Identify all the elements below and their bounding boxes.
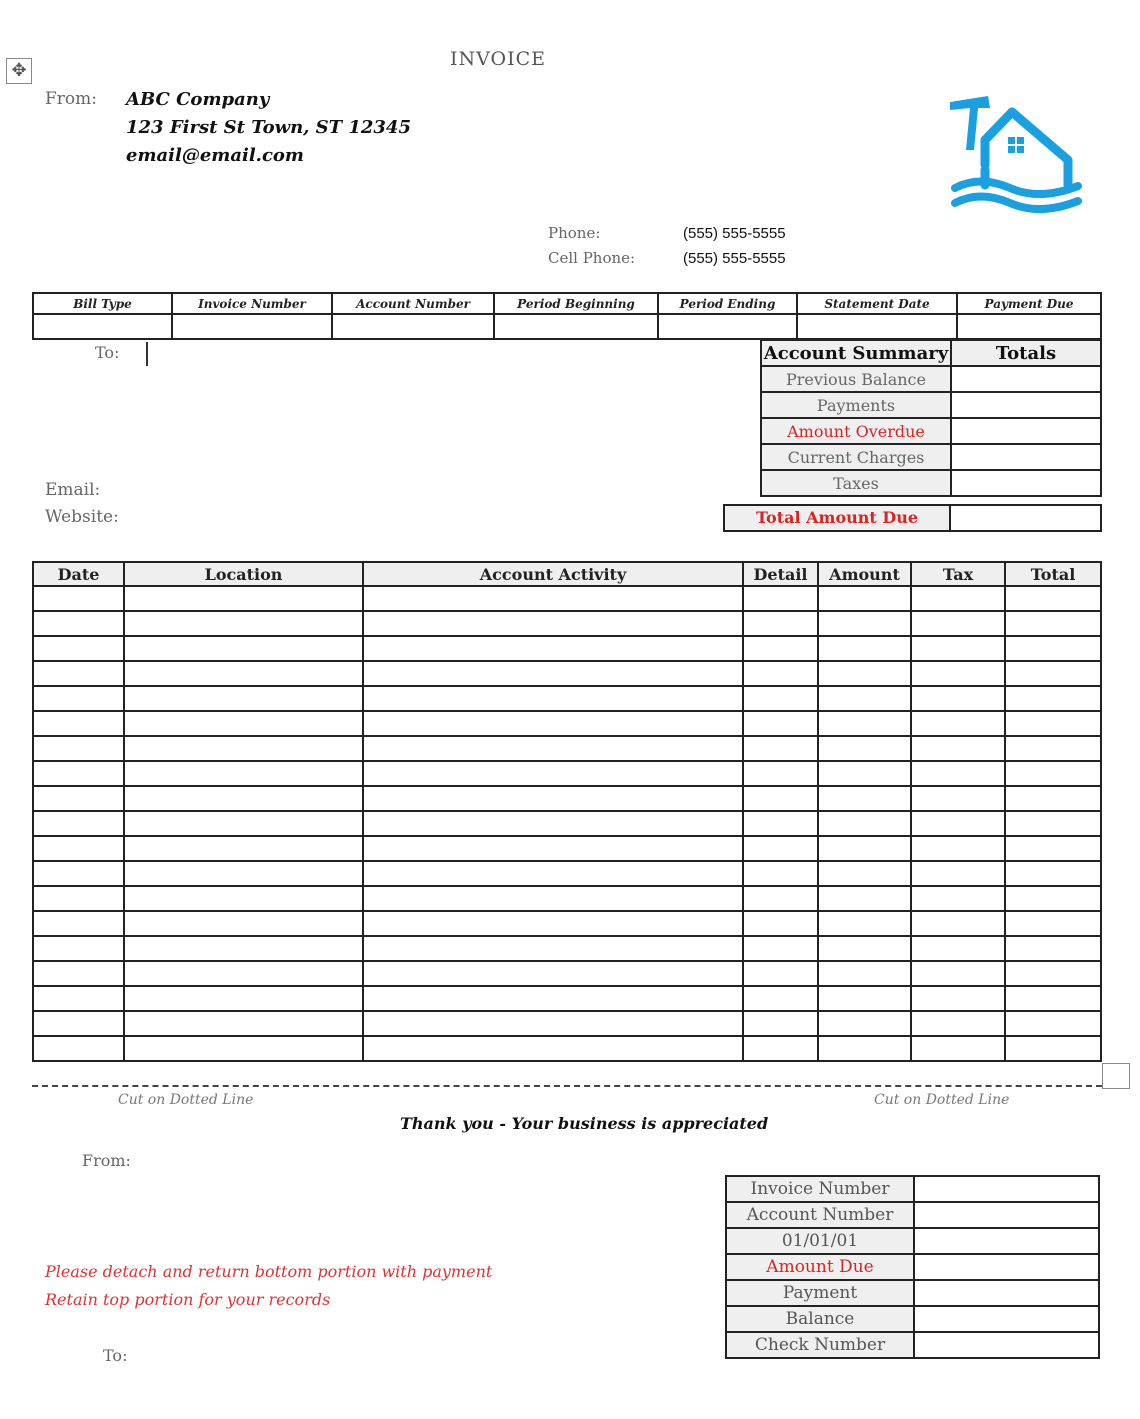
activity-cell[interactable] [124, 986, 363, 1011]
remit-check-number-label: Check Number [726, 1332, 914, 1358]
activity-cell[interactable] [363, 811, 743, 836]
email-label: Email: [45, 480, 101, 500]
from-label: From: [45, 89, 98, 109]
activity-cell[interactable] [743, 761, 818, 786]
remit-row [726, 1176, 1099, 1202]
activity-cell[interactable] [124, 661, 363, 686]
activity-cell[interactable] [363, 911, 743, 936]
activity-cell[interactable] [124, 761, 363, 786]
activity-cell[interactable] [124, 886, 363, 911]
retain-note: Retain top portion for your records [45, 1290, 331, 1309]
activity-cell[interactable] [818, 711, 911, 736]
table-row [33, 586, 1101, 611]
activity-cell[interactable] [363, 611, 743, 636]
activity-cell[interactable] [818, 661, 911, 686]
activity-cell[interactable] [124, 711, 363, 736]
page-title: INVOICE [450, 48, 547, 70]
previous-balance-value[interactable] [951, 366, 1101, 392]
activity-cell[interactable] [33, 711, 124, 736]
taxes-label: Taxes [761, 470, 951, 496]
taxes-value[interactable] [951, 470, 1101, 496]
period-ending-header: Period Ending [658, 293, 797, 314]
activity-cell[interactable] [911, 586, 1005, 611]
activity-cell[interactable] [1005, 611, 1101, 636]
summary-row [761, 392, 1101, 418]
activity-cell[interactable] [33, 836, 124, 861]
account-summary-table [760, 339, 1102, 497]
activity-cell[interactable] [363, 786, 743, 811]
table-row [33, 661, 1101, 686]
remit-row [726, 1332, 1099, 1358]
activity-cell[interactable] [743, 886, 818, 911]
activity-cell[interactable] [911, 686, 1005, 711]
table-row [33, 761, 1101, 786]
activity-cell[interactable] [1005, 986, 1101, 1011]
activity-cell[interactable] [33, 1036, 124, 1061]
activity-cell[interactable] [911, 611, 1005, 636]
previous-balance-label: Previous Balance [761, 366, 951, 392]
activity-cell[interactable] [911, 911, 1005, 936]
table-row [33, 961, 1101, 986]
activity-cell[interactable] [124, 611, 363, 636]
table-row [33, 986, 1101, 1011]
table-row [33, 911, 1101, 936]
payments-value[interactable] [951, 392, 1101, 418]
activity-cell[interactable] [124, 736, 363, 761]
summary-row [761, 418, 1101, 444]
activity-cell[interactable] [818, 1036, 911, 1061]
activity-cell[interactable] [363, 861, 743, 886]
remit-balance-label: Balance [726, 1306, 914, 1332]
thank-you-message: Thank you - Your business is appreciated [400, 1114, 769, 1133]
payment-due-cell[interactable] [957, 314, 1101, 339]
activity-cell[interactable] [911, 1011, 1005, 1036]
activity-cell[interactable] [33, 661, 124, 686]
account-number-header: Account Number [332, 293, 494, 314]
activity-cell[interactable] [818, 611, 911, 636]
activity-cell[interactable] [743, 811, 818, 836]
remit-date-value[interactable] [914, 1228, 1099, 1254]
activity-cell[interactable] [1005, 886, 1101, 911]
activity-cell[interactable] [911, 811, 1005, 836]
activity-cell[interactable] [124, 936, 363, 961]
activity-cell[interactable] [818, 761, 911, 786]
activity-cell[interactable] [33, 586, 124, 611]
remit-to-label: To: [103, 1346, 128, 1365]
activity-cell[interactable] [743, 911, 818, 936]
remit-row [726, 1202, 1099, 1228]
remit-amount-due-label: Amount Due [726, 1254, 914, 1280]
activity-cell[interactable] [1005, 836, 1101, 861]
activity-cell[interactable] [1005, 586, 1101, 611]
activity-cell[interactable] [363, 836, 743, 861]
amount-overdue-value[interactable] [951, 418, 1101, 444]
activity-cell[interactable] [363, 986, 743, 1011]
activity-cell[interactable] [124, 786, 363, 811]
activity-cell[interactable] [124, 686, 363, 711]
totals-header: Totals [951, 340, 1101, 366]
remit-row [726, 1306, 1099, 1332]
activity-cell[interactable] [911, 886, 1005, 911]
period-beginning-header: Period Beginning [494, 293, 658, 314]
activity-cell[interactable] [33, 861, 124, 886]
activity-cell[interactable] [124, 861, 363, 886]
activity-cell[interactable] [33, 811, 124, 836]
activity-cell[interactable] [33, 761, 124, 786]
remittance-table [725, 1175, 1100, 1359]
table-row [33, 1036, 1101, 1061]
activity-cell[interactable] [33, 886, 124, 911]
table-row [33, 811, 1101, 836]
activity-cell[interactable] [363, 711, 743, 736]
remit-balance-value[interactable] [914, 1306, 1099, 1332]
account-number-cell[interactable] [332, 314, 494, 339]
activity-cell[interactable] [1005, 736, 1101, 761]
activity-cell[interactable] [818, 736, 911, 761]
remit-account-number-label: Account Number [726, 1202, 914, 1228]
cut-left-label: Cut on Dotted Line [118, 1092, 254, 1108]
payment-due-header: Payment Due [957, 293, 1101, 314]
activity-cell[interactable] [911, 1036, 1005, 1061]
activity-cell[interactable] [911, 786, 1005, 811]
activity-cell[interactable] [363, 961, 743, 986]
payments-label: Payments [761, 392, 951, 418]
cell-phone-value: (555) 555-5555 [683, 250, 786, 267]
activity-cell[interactable] [363, 661, 743, 686]
activity-cell[interactable] [743, 586, 818, 611]
activity-cell[interactable] [1005, 686, 1101, 711]
activity-cell[interactable] [818, 586, 911, 611]
activity-cell[interactable] [743, 786, 818, 811]
activity-cell[interactable] [743, 936, 818, 961]
table-row [33, 686, 1101, 711]
activity-cell[interactable] [1005, 961, 1101, 986]
activity-cell[interactable] [818, 836, 911, 861]
website-label: Website: [45, 507, 119, 527]
table-row [33, 1011, 1101, 1036]
remit-payment-label: Payment [726, 1280, 914, 1306]
activity-cell[interactable] [743, 861, 818, 886]
activity-cell[interactable] [743, 611, 818, 636]
activity-cell[interactable] [818, 861, 911, 886]
activity-cell[interactable] [124, 1011, 363, 1036]
total-amount-due-label: Total Amount Due [723, 504, 951, 532]
activity-cell[interactable] [743, 686, 818, 711]
activity-cell[interactable] [363, 736, 743, 761]
table-row [33, 636, 1101, 661]
detach-note: Please detach and return bottom portion with payment [45, 1262, 493, 1281]
activity-cell[interactable] [818, 786, 911, 811]
activity-cell[interactable] [743, 711, 818, 736]
activity-cell[interactable] [1005, 1011, 1101, 1036]
activity-cell[interactable] [911, 836, 1005, 861]
activity-cell[interactable] [33, 911, 124, 936]
activity-cell[interactable] [818, 961, 911, 986]
date-header: Date [33, 562, 124, 586]
activity-cell[interactable] [363, 586, 743, 611]
phone-value: (555) 555-5555 [683, 225, 786, 242]
current-charges-label: Current Charges [761, 444, 951, 470]
activity-cell[interactable] [743, 1036, 818, 1061]
company-email: email@email.com [126, 145, 304, 166]
bill-header-row [33, 293, 1101, 314]
activity-cell[interactable] [1005, 761, 1101, 786]
activity-cell[interactable] [743, 986, 818, 1011]
invoice-number-header: Invoice Number [172, 293, 332, 314]
activity-cell[interactable] [743, 836, 818, 861]
company-block [126, 86, 411, 170]
total-header: Total [1005, 562, 1101, 586]
activity-cell[interactable] [1005, 786, 1101, 811]
phone-label: Phone: [548, 224, 601, 242]
table-move-handle-icon[interactable]: ✥ [6, 58, 32, 84]
activity-cell[interactable] [363, 886, 743, 911]
activity-cell[interactable] [911, 711, 1005, 736]
activity-cell[interactable] [743, 961, 818, 986]
activity-cell[interactable] [818, 686, 911, 711]
activity-cell[interactable] [1005, 661, 1101, 686]
company-address: 123 First St Town, ST 12345 [126, 117, 411, 138]
activity-cell[interactable] [743, 1011, 818, 1036]
period-ending-cell[interactable] [658, 314, 797, 339]
statement-date-header: Statement Date [797, 293, 957, 314]
activity-cell[interactable] [124, 1036, 363, 1061]
current-charges-value[interactable] [951, 444, 1101, 470]
activity-cell[interactable] [911, 736, 1005, 761]
cut-dotted-line [32, 1085, 1102, 1087]
activity-cell[interactable] [33, 936, 124, 961]
remit-invoice-number-value[interactable] [914, 1176, 1099, 1202]
activity-cell[interactable] [363, 636, 743, 661]
remit-row [726, 1228, 1099, 1254]
amount-header: Amount [818, 562, 911, 586]
activity-cell[interactable] [743, 661, 818, 686]
amount-overdue-label: Amount Overdue [761, 418, 951, 444]
activity-cell[interactable] [33, 786, 124, 811]
activity-cell[interactable] [1005, 911, 1101, 936]
remit-amount-due-value[interactable] [914, 1254, 1099, 1280]
activity-cell[interactable] [363, 761, 743, 786]
activity-cell[interactable] [911, 761, 1005, 786]
activity-cell[interactable] [33, 636, 124, 661]
activity-cell[interactable] [911, 861, 1005, 886]
period-beginning-cell[interactable] [494, 314, 658, 339]
activity-cell[interactable] [33, 611, 124, 636]
activity-cell[interactable] [743, 736, 818, 761]
activity-cell[interactable] [1005, 861, 1101, 886]
activity-cell[interactable] [911, 661, 1005, 686]
activity-cell[interactable] [124, 961, 363, 986]
table-row [33, 836, 1101, 861]
summary-header-row [761, 340, 1101, 366]
detail-header: Detail [743, 562, 818, 586]
activity-cell[interactable] [363, 936, 743, 961]
activity-cell[interactable] [818, 936, 911, 961]
to-label: To: [95, 343, 120, 362]
activity-cell[interactable] [1005, 636, 1101, 661]
activity-cell[interactable] [911, 986, 1005, 1011]
activity-cell[interactable] [363, 1011, 743, 1036]
table-row [33, 786, 1101, 811]
account-summary-title: Account Summary [761, 340, 951, 366]
house-hammer-logo-icon [940, 90, 1085, 215]
table-row [33, 936, 1101, 961]
activity-cell[interactable] [33, 686, 124, 711]
activity-cell[interactable] [124, 836, 363, 861]
table-row [33, 611, 1101, 636]
table-resize-handle[interactable] [1102, 1063, 1130, 1089]
activity-cell[interactable] [363, 686, 743, 711]
activity-cell[interactable] [743, 636, 818, 661]
summary-row [761, 470, 1101, 496]
remit-payment-value[interactable] [914, 1280, 1099, 1306]
activity-cell[interactable] [1005, 811, 1101, 836]
activity-cell[interactable] [1005, 936, 1101, 961]
remit-from-label: From: [82, 1151, 131, 1170]
activity-cell[interactable] [33, 736, 124, 761]
activity-cell[interactable] [818, 886, 911, 911]
remit-account-number-value[interactable] [914, 1202, 1099, 1228]
text-cursor[interactable] [146, 342, 148, 366]
activity-cell[interactable] [124, 911, 363, 936]
remit-row [726, 1254, 1099, 1280]
phone-labels [548, 221, 635, 271]
activity-cell[interactable] [818, 811, 911, 836]
activity-cell[interactable] [363, 1036, 743, 1061]
activity-cell[interactable] [911, 636, 1005, 661]
bill-value-row [33, 314, 1101, 339]
table-row [33, 861, 1101, 886]
activity-cell[interactable] [911, 961, 1005, 986]
activity-header-row [33, 562, 1101, 586]
summary-row [761, 444, 1101, 470]
table-row [33, 886, 1101, 911]
activity-cell[interactable] [1005, 1036, 1101, 1061]
summary-row [761, 366, 1101, 392]
activity-cell[interactable] [33, 1011, 124, 1036]
activity-cell[interactable] [124, 811, 363, 836]
company-name: ABC Company [126, 89, 270, 110]
phone-values [683, 221, 786, 271]
activity-cell[interactable] [1005, 711, 1101, 736]
table-row [33, 711, 1101, 736]
account-activity-header: Account Activity [363, 562, 743, 586]
activity-cell[interactable] [818, 1011, 911, 1036]
remit-invoice-number-label: Invoice Number [726, 1176, 914, 1202]
statement-date-cell[interactable] [797, 314, 957, 339]
activity-cell[interactable] [818, 636, 911, 661]
cut-right-label: Cut on Dotted Line [874, 1092, 1010, 1108]
activity-cell[interactable] [818, 911, 911, 936]
activity-cell[interactable] [911, 936, 1005, 961]
remit-row [726, 1280, 1099, 1306]
bill-type-cell[interactable] [33, 314, 172, 339]
activity-cell[interactable] [124, 636, 363, 661]
activity-cell[interactable] [124, 586, 363, 611]
bill-info-table [32, 292, 1102, 340]
bill-type-header: Bill Type [33, 293, 172, 314]
remit-date-label: 01/01/01 [726, 1228, 914, 1254]
activity-cell[interactable] [818, 986, 911, 1011]
account-activity-table [32, 561, 1102, 1062]
remit-check-number-value[interactable] [914, 1332, 1099, 1358]
activity-cell[interactable] [33, 961, 124, 986]
invoice-number-cell[interactable] [172, 314, 332, 339]
activity-cell[interactable] [33, 986, 124, 1011]
cell-phone-label: Cell Phone: [548, 249, 636, 267]
total-amount-due-value[interactable] [949, 504, 1102, 532]
table-row [33, 736, 1101, 761]
tax-header: Tax [911, 562, 1005, 586]
location-header: Location [124, 562, 363, 586]
